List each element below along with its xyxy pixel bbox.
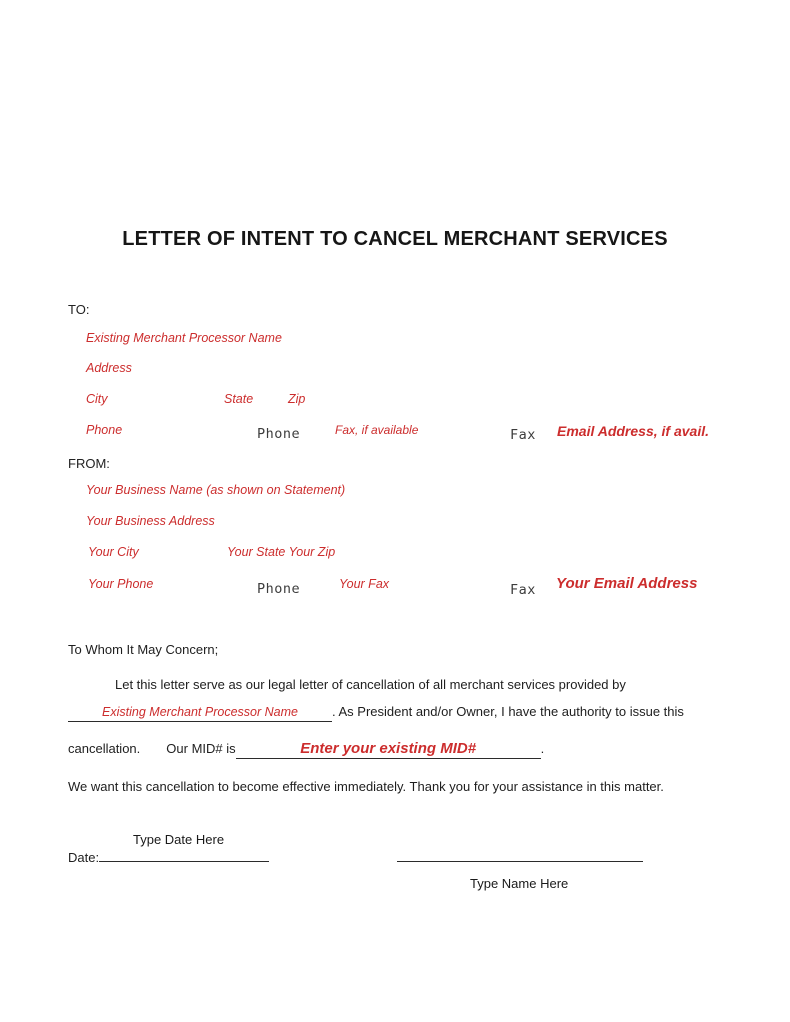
from-phone-field[interactable]: Your Phone [88, 577, 154, 591]
processor-name-blank[interactable] [68, 703, 332, 722]
body-line-3 [68, 740, 544, 759]
date-label: Date: [68, 850, 100, 865]
mid-blank[interactable] [236, 740, 541, 759]
from-fax-label: Fax [510, 582, 536, 598]
to-fax-label: Fax [510, 427, 536, 443]
to-address-field[interactable]: Address [86, 361, 132, 375]
body-line-1: Let this letter serve as our legal letter of cancellation of all merchant services provided by [115, 677, 626, 692]
from-state-zip-field[interactable]: Your State Your Zip [227, 545, 336, 559]
mid-blank-placeholder[interactable]: Enter your existing MID# [300, 740, 477, 757]
to-processor-name-field[interactable]: Existing Merchant Processor Name [86, 331, 282, 345]
from-email-field[interactable]: Your Email Address [556, 575, 698, 592]
name-signature-line[interactable] [397, 861, 643, 862]
date-row [68, 846, 269, 865]
from-phone-label: Phone [257, 581, 301, 597]
date-blank[interactable] [99, 846, 269, 862]
to-state-field[interactable]: State [224, 392, 254, 406]
from-section-label: FROM: [68, 456, 110, 471]
to-section-label: TO: [68, 302, 90, 317]
from-business-name-field[interactable]: Your Business Name (as shown on Statement) [86, 483, 346, 497]
body-line-2-text: . As President and/or Owner, I have the authority to issue this [332, 704, 684, 719]
body-line-2 [68, 703, 684, 722]
date-hint: Type Date Here [133, 832, 225, 847]
cancellation-word: cancellation. [68, 741, 141, 756]
body-line-3-period: . [540, 741, 545, 756]
document-title: LETTER OF INTENT TO CANCEL MERCHANT SERVICES [122, 228, 668, 250]
from-business-address-field[interactable]: Your Business Address [86, 514, 215, 528]
processor-name-blank-placeholder[interactable]: Existing Merchant Processor Name [102, 705, 298, 719]
from-fax-field[interactable]: Your Fax [339, 577, 390, 591]
to-zip-field[interactable]: Zip [288, 392, 306, 406]
from-city-field[interactable]: Your City [88, 545, 139, 559]
to-fax-field[interactable]: Fax, if available [335, 423, 419, 437]
to-phone-field[interactable]: Phone [86, 423, 123, 437]
to-email-field[interactable]: Email Address, if avail. [557, 423, 709, 439]
to-phone-label: Phone [257, 426, 301, 442]
mid-label: Our MID# is [166, 741, 236, 756]
name-hint: Type Name Here [470, 876, 569, 891]
closing-line: We want this cancellation to become effective immediately. Thank you for your assistance in this matter. [68, 779, 664, 794]
salutation: To Whom It May Concern; [68, 642, 219, 657]
to-city-field[interactable]: City [86, 392, 108, 406]
